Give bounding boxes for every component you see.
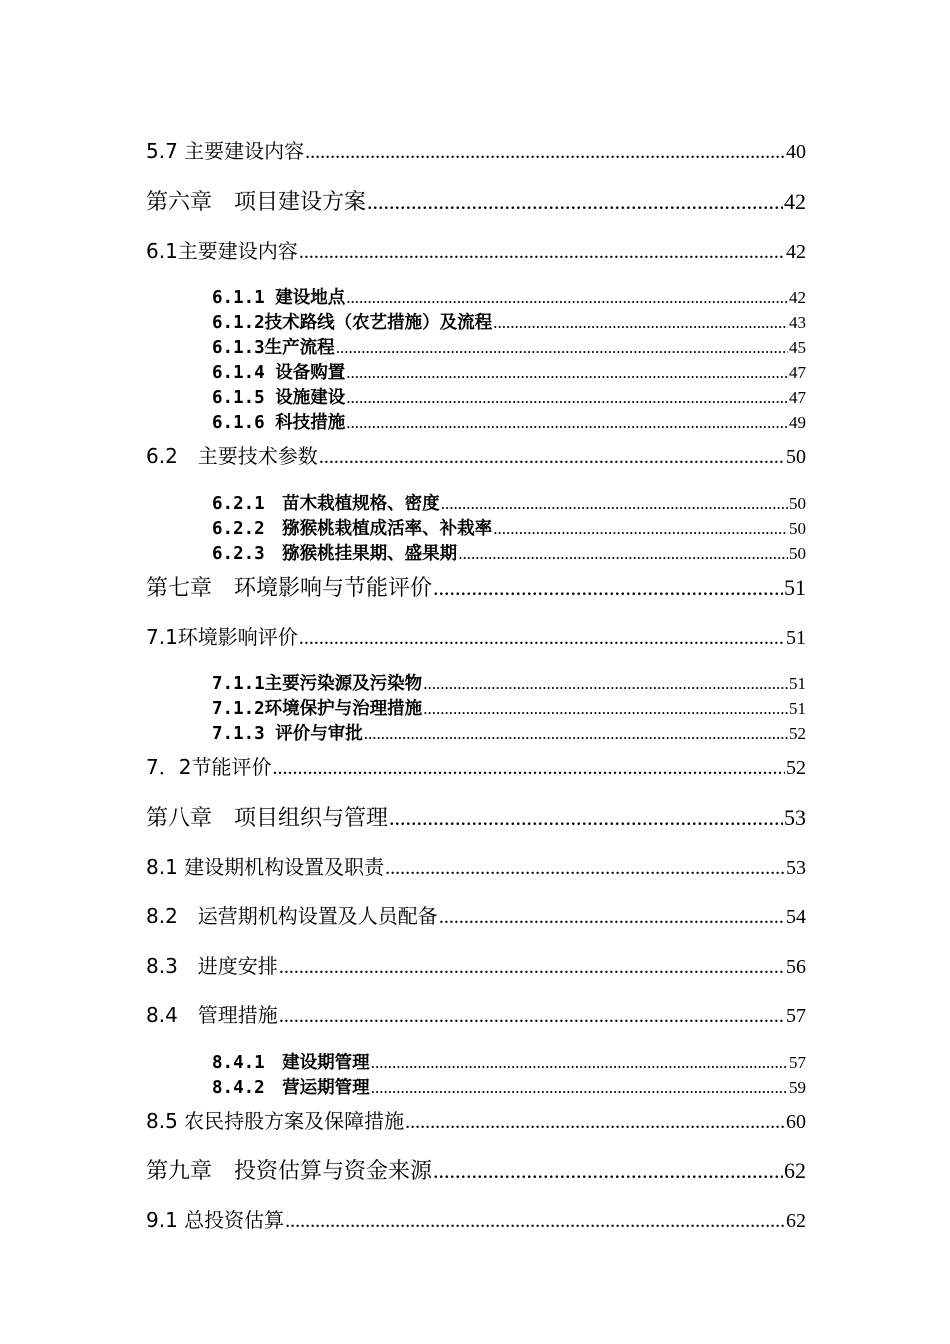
- toc-leader-dots: [299, 627, 785, 650]
- toc-entry[interactable]: [146, 284, 806, 309]
- toc-entry-page: 52: [786, 757, 806, 779]
- toc-entry-page: 51: [786, 626, 806, 649]
- toc-leader-dots: [367, 189, 783, 215]
- toc-leader-dots: [385, 857, 785, 880]
- toc-entry-page: 51: [784, 574, 806, 600]
- toc-leader-dots: [336, 338, 788, 358]
- toc-leader-dots: [371, 1053, 788, 1073]
- toc-entry-title: 6.1主要建设内容: [146, 238, 298, 263]
- toc-entry-page: 52: [789, 724, 806, 743]
- toc-entry[interactable]: [146, 1154, 806, 1204]
- toc-entry-title: 6.1.5 设施建设: [212, 388, 346, 408]
- toc-entry-title: 8.2 运营期机构设置及人员配备: [146, 904, 438, 928]
- toc-entry[interactable]: [146, 1204, 806, 1254]
- toc-entry-title: 6.1.4 设备购置: [212, 363, 346, 383]
- toc-entry-page: 47: [789, 363, 806, 382]
- toc-leader-dots: [346, 413, 788, 433]
- toc-entry-page: 50: [786, 446, 806, 468]
- toc-entry[interactable]: [146, 359, 806, 384]
- toc-entry[interactable]: [146, 851, 806, 901]
- toc-entry[interactable]: [146, 695, 806, 720]
- toc-entry[interactable]: [146, 950, 806, 1000]
- toc-entry-page: 50: [789, 493, 806, 513]
- toc-entry[interactable]: [146, 900, 806, 950]
- toc-entry-page: 54: [786, 906, 806, 928]
- toc-leader-dots: [272, 757, 785, 780]
- toc-leader-dots: [433, 575, 783, 601]
- toc-entry-page: 42: [789, 288, 806, 307]
- toc-entry[interactable]: [146, 670, 806, 695]
- toc-entry[interactable]: [146, 751, 806, 801]
- toc-entry-page: 56: [786, 955, 806, 978]
- toc-entry[interactable]: [146, 384, 806, 409]
- toc-leader-dots: [346, 363, 788, 383]
- toc-entry-title: 5.7 主要建设内容: [146, 139, 305, 163]
- toc-leader-dots: [346, 288, 788, 308]
- toc-entry-title: 8.1 建设期机构设置及职责: [146, 854, 385, 879]
- toc-leader-dots: [279, 1005, 785, 1028]
- toc-entry-title: 7.1.2环境保护与治理措施: [212, 699, 423, 719]
- toc-entry-title: 7.1.1主要污染源及污染物: [212, 674, 423, 694]
- toc-leader-dots: [433, 1158, 783, 1184]
- toc-entry-title: 第八章 项目组织与管理: [146, 805, 389, 831]
- toc-entry-page: 45: [789, 338, 806, 357]
- toc-entry-title: 8.3 进度安排: [146, 953, 278, 978]
- toc-entry-page: 42: [786, 240, 806, 263]
- toc-entry-title: 8.4 管理措施: [146, 1003, 278, 1027]
- toc-entry-title: 6.2 主要技术参数: [146, 444, 318, 468]
- toc-entry-title: 6.1.6 科技措施: [212, 413, 346, 433]
- toc-entry[interactable]: [146, 571, 806, 621]
- toc-entry-title: 6.1.1 建设地点: [212, 288, 346, 308]
- toc-entry-page: 50: [789, 543, 806, 563]
- toc-leader-dots: [346, 388, 788, 408]
- toc-entry-page: 47: [789, 388, 806, 407]
- toc-entry-page: 62: [784, 1158, 806, 1183]
- toc-leader-dots: [441, 494, 788, 514]
- toc-entry-title: 8.4.1 建设期管理: [212, 1052, 370, 1073]
- toc-leader-dots: [371, 1078, 788, 1098]
- toc-entry-page: 43: [789, 313, 806, 332]
- toc-entry[interactable]: [146, 490, 806, 515]
- toc-leader-dots: [493, 519, 788, 539]
- toc-entry-title: 第九章 投资估算与资金来源: [146, 1159, 433, 1184]
- toc-leader-dots: [319, 446, 785, 469]
- toc-entry[interactable]: [146, 185, 806, 235]
- toc-entry-page: 49: [789, 413, 806, 432]
- toc-entry-page: 59: [789, 1077, 806, 1097]
- toc-leader-dots: [305, 141, 785, 164]
- table-of-contents: [146, 135, 806, 1254]
- toc-entry-title: 第七章 环境影响与节能评价: [146, 575, 433, 601]
- toc-entry-page: 51: [789, 699, 806, 718]
- toc-leader-dots: [423, 674, 788, 694]
- toc-entry[interactable]: [146, 440, 806, 490]
- toc-entry[interactable]: [146, 235, 806, 285]
- toc-entry-title: 9.1 总投资估算: [146, 1208, 285, 1232]
- toc-entry-title: 第六章 项目建设方案: [146, 189, 367, 215]
- toc-entry[interactable]: [146, 1074, 806, 1099]
- toc-entry-title: 6.1.2技术路线（农艺措施）及流程: [212, 313, 493, 333]
- toc-leader-dots: [405, 1111, 785, 1134]
- toc-entry[interactable]: [146, 720, 806, 745]
- toc-entry[interactable]: [146, 540, 806, 565]
- toc-entry[interactable]: [146, 1049, 806, 1074]
- toc-entry-page: 40: [786, 141, 806, 163]
- toc-entry[interactable]: [146, 621, 806, 671]
- toc-entry[interactable]: [146, 409, 806, 434]
- toc-entry-title: 6.2.1 苗木栽植规格、密度: [212, 493, 440, 514]
- toc-entry-title: 6.1.3生产流程: [212, 338, 335, 358]
- toc-entry-title: 8.4.2 营运期管理: [212, 1077, 370, 1098]
- toc-leader-dots: [439, 906, 785, 929]
- toc-entry[interactable]: [146, 309, 806, 334]
- toc-entry-page: 57: [789, 1052, 806, 1072]
- toc-entry-page: 50: [789, 518, 806, 538]
- toc-entry-title: 6.2.3 猕猴桃挂果期、盛果期: [212, 543, 458, 564]
- toc-leader-dots: [493, 313, 788, 333]
- toc-entry-title: 7．2节能评价: [146, 755, 272, 779]
- toc-leader-dots: [299, 241, 785, 264]
- toc-leader-dots: [389, 805, 783, 831]
- toc-entry-page: 62: [786, 1210, 806, 1232]
- toc-leader-dots: [285, 1210, 785, 1233]
- toc-entry-title: 7.1环境影响评价: [146, 624, 298, 649]
- toc-leader-dots: [364, 724, 788, 744]
- toc-leader-dots: [423, 699, 788, 719]
- toc-entry[interactable]: [146, 801, 806, 851]
- toc-entry-page: 57: [786, 1005, 806, 1027]
- toc-entry[interactable]: [146, 334, 806, 359]
- toc-entry-title: 6.2.2 猕猴桃栽植成活率、补栽率: [212, 518, 493, 539]
- toc-entry-page: 53: [786, 856, 806, 879]
- toc-entry-page: 60: [786, 1110, 806, 1133]
- toc-entry-title: 8.5 农民持股方案及保障措施: [146, 1108, 405, 1133]
- toc-entry[interactable]: [146, 515, 806, 540]
- toc-entry-title: 7.1.3 评价与审批: [212, 724, 363, 744]
- toc-entry-page: 42: [784, 188, 806, 214]
- toc-leader-dots: [279, 956, 785, 979]
- toc-entry[interactable]: [146, 1105, 806, 1155]
- toc-leader-dots: [458, 544, 788, 564]
- toc-entry[interactable]: [146, 135, 806, 185]
- toc-entry[interactable]: [146, 999, 806, 1049]
- toc-entry-page: 51: [789, 674, 806, 693]
- toc-entry-page: 53: [784, 804, 806, 830]
